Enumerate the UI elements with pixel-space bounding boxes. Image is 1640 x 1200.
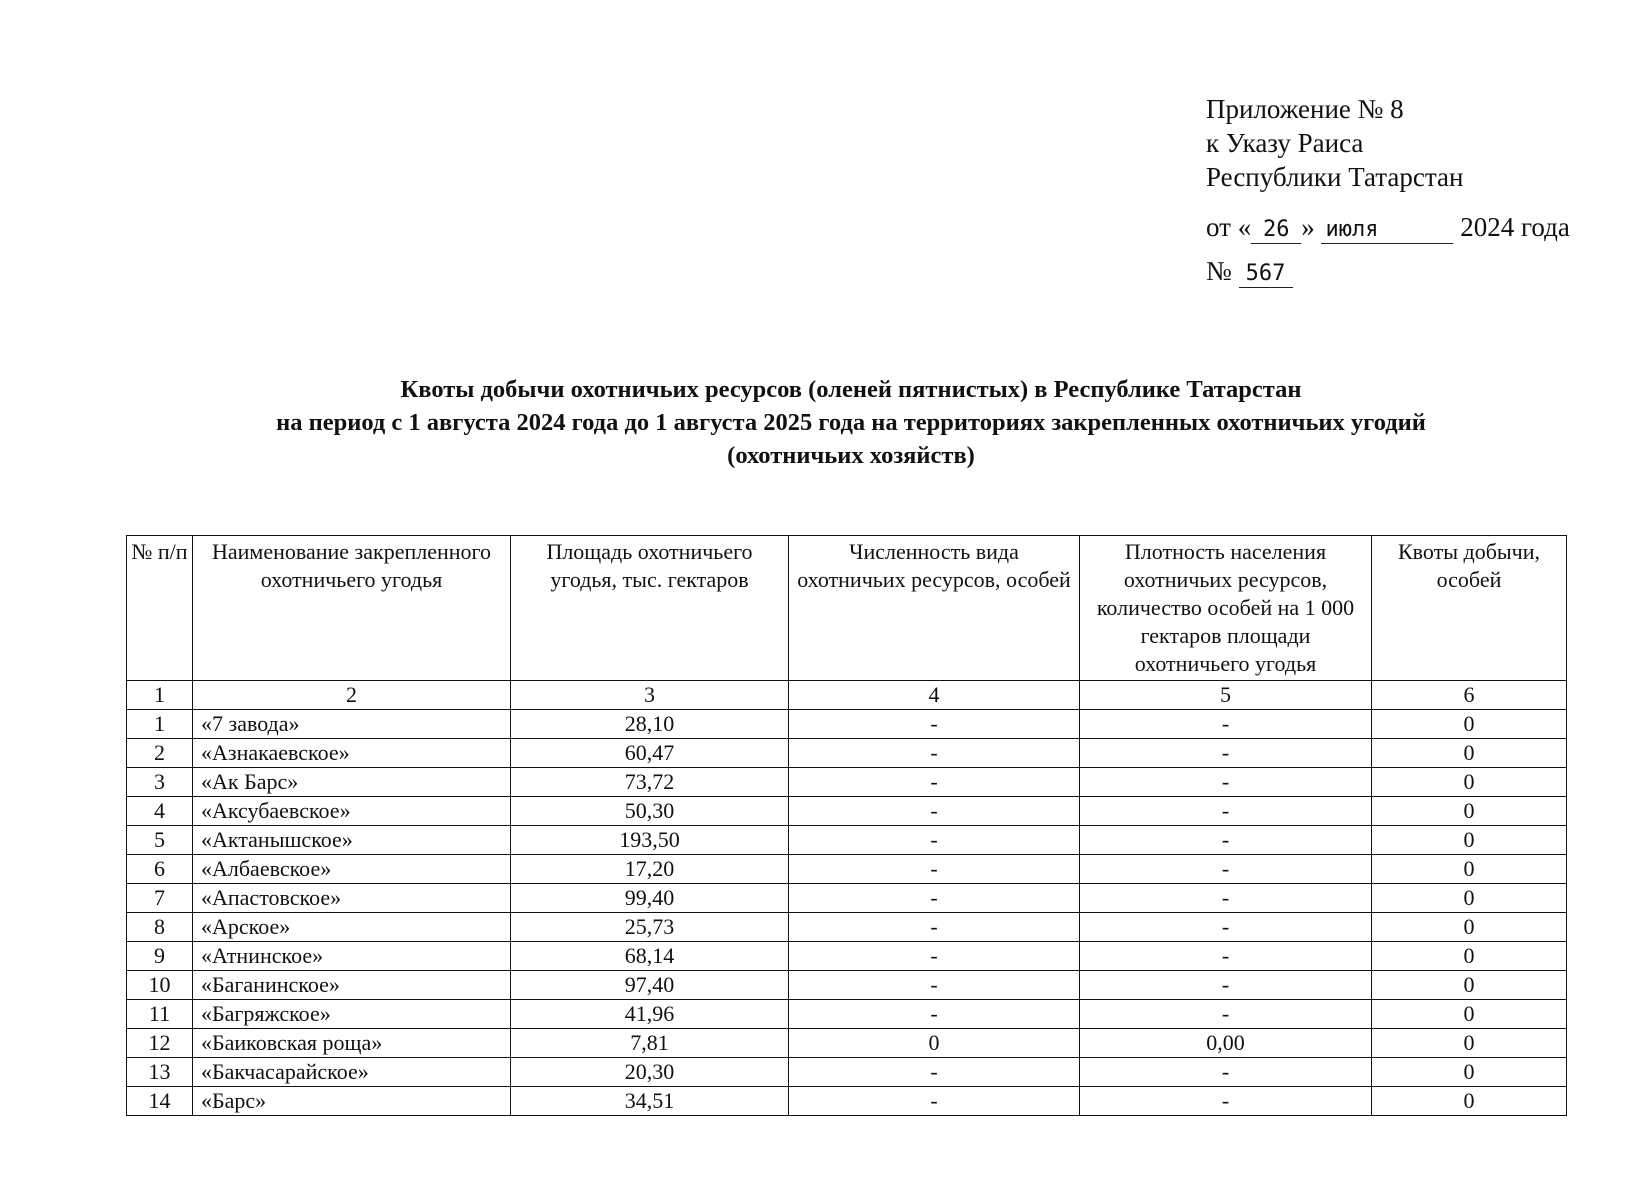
cell-area: 50,30 (511, 797, 789, 826)
cell-index: 7 (127, 884, 193, 913)
column-number: 3 (511, 681, 789, 710)
cell-count: - (789, 826, 1080, 855)
cell-index: 2 (127, 739, 193, 768)
cell-name: «Барс» (193, 1087, 511, 1116)
cell-count: - (789, 971, 1080, 1000)
cell-density: - (1080, 826, 1372, 855)
cell-quota: 0 (1372, 942, 1567, 971)
cell-quota: 0 (1372, 913, 1567, 942)
cell-density: - (1080, 739, 1372, 768)
date-mid: » (1301, 212, 1315, 242)
cell-density: - (1080, 913, 1372, 942)
table-row (127, 884, 1567, 913)
cell-area: 99,40 (511, 884, 789, 913)
cell-density: - (1080, 1058, 1372, 1087)
table-row (127, 739, 1567, 768)
date-month: июля (1321, 217, 1453, 244)
cell-density: - (1080, 942, 1372, 971)
cell-quota: 0 (1372, 971, 1567, 1000)
date-day: 26 (1251, 217, 1301, 244)
cell-density: - (1080, 797, 1372, 826)
date-year: 2024 года (1460, 212, 1570, 242)
number-prefix: № (1206, 256, 1232, 286)
cell-name: «Бакчасарайское» (193, 1058, 511, 1087)
header-index: № п/п (127, 536, 193, 681)
quota-table (126, 535, 1567, 1116)
cell-quota: 0 (1372, 797, 1567, 826)
cell-area: 68,14 (511, 942, 789, 971)
appendix-number: Приложение № 8 (1206, 94, 1404, 124)
cell-density: - (1080, 855, 1372, 884)
cell-index: 4 (127, 797, 193, 826)
cell-quota: 0 (1372, 826, 1567, 855)
cell-area: 17,20 (511, 855, 789, 884)
cell-quota: 0 (1372, 855, 1567, 884)
cell-name: «Актанышское» (193, 826, 511, 855)
cell-index: 12 (127, 1029, 193, 1058)
table-body (127, 681, 1567, 1116)
cell-index: 9 (127, 942, 193, 971)
table-row (127, 1000, 1567, 1029)
table-row (127, 797, 1567, 826)
cell-area: 97,40 (511, 971, 789, 1000)
appendix-decree-ref: к Указу Раиса (1206, 128, 1364, 158)
cell-name: «Баганинское» (193, 971, 511, 1000)
cell-name: «Арское» (193, 913, 511, 942)
cell-area: 60,47 (511, 739, 789, 768)
cell-quota: 0 (1372, 768, 1567, 797)
header-name: Наименование закрепленного охотничьего угодья (193, 536, 511, 681)
document-title (0, 373, 1640, 472)
cell-area: 34,51 (511, 1087, 789, 1116)
table-row (127, 942, 1567, 971)
cell-density: - (1080, 768, 1372, 797)
cell-area: 20,30 (511, 1058, 789, 1087)
table-row (127, 826, 1567, 855)
table-header-row (127, 536, 1567, 681)
cell-quota: 0 (1372, 1000, 1567, 1029)
column-number: 2 (193, 681, 511, 710)
cell-density: - (1080, 710, 1372, 739)
header-quota: Квоты добычи, особей (1372, 536, 1567, 681)
appendix-date (1206, 210, 1570, 244)
cell-density: - (1080, 1087, 1372, 1116)
cell-area: 41,96 (511, 1000, 789, 1029)
table-row (127, 1087, 1567, 1116)
column-number-row (127, 681, 1567, 710)
cell-density: - (1080, 971, 1372, 1000)
cell-count: 0 (789, 1029, 1080, 1058)
appendix-doc-number (1206, 254, 1570, 288)
table-row (127, 913, 1567, 942)
header-density: Плотность населения охотничьих ресурсов, количество особей на 1 000 гектаров площади охотничьего угодья (1080, 536, 1372, 681)
cell-index: 1 (127, 710, 193, 739)
table-row (127, 1029, 1567, 1058)
cell-count: - (789, 739, 1080, 768)
cell-density: - (1080, 884, 1372, 913)
table-row (127, 1058, 1567, 1087)
cell-count: - (789, 884, 1080, 913)
column-number: 1 (127, 681, 193, 710)
cell-count: - (789, 710, 1080, 739)
cell-index: 10 (127, 971, 193, 1000)
cell-name: «Азнакаевское» (193, 739, 511, 768)
table-row (127, 855, 1567, 884)
cell-index: 11 (127, 1000, 193, 1029)
cell-area: 193,50 (511, 826, 789, 855)
cell-area: 28,10 (511, 710, 789, 739)
cell-quota: 0 (1372, 710, 1567, 739)
header-count: Численность вида охотничьих ресурсов, особей (789, 536, 1080, 681)
cell-name: «Баиковская роща» (193, 1029, 511, 1058)
doc-number: 567 (1239, 261, 1293, 288)
cell-quota: 0 (1372, 1087, 1567, 1116)
cell-quota: 0 (1372, 739, 1567, 768)
cell-name: «Аксубаевское» (193, 797, 511, 826)
table-row (127, 971, 1567, 1000)
header-area: Площадь охотничьего угодья, тыс. гектаров (511, 536, 789, 681)
cell-count: - (789, 797, 1080, 826)
cell-count: - (789, 1000, 1080, 1029)
appendix-republic: Республики Татарстан (1206, 162, 1464, 192)
cell-count: - (789, 855, 1080, 884)
column-number: 4 (789, 681, 1080, 710)
cell-name: «Багряжское» (193, 1000, 511, 1029)
appendix-block (1206, 92, 1570, 288)
cell-index: 5 (127, 826, 193, 855)
cell-name: «Апастовское» (193, 884, 511, 913)
cell-name: «7 завода» (193, 710, 511, 739)
cell-density: 0,00 (1080, 1029, 1372, 1058)
column-number: 5 (1080, 681, 1372, 710)
cell-area: 25,73 (511, 913, 789, 942)
cell-count: - (789, 913, 1080, 942)
cell-density: - (1080, 1000, 1372, 1029)
cell-quota: 0 (1372, 884, 1567, 913)
cell-area: 73,72 (511, 768, 789, 797)
cell-index: 13 (127, 1058, 193, 1087)
cell-name: «Албаевское» (193, 855, 511, 884)
table-row (127, 768, 1567, 797)
cell-count: - (789, 1058, 1080, 1087)
column-number: 6 (1372, 681, 1567, 710)
title-line-1: Квоты добычи охотничьих ресурсов (оленей пятнистых) в Республике Татарстан (400, 376, 1302, 403)
cell-area: 7,81 (511, 1029, 789, 1058)
cell-index: 6 (127, 855, 193, 884)
cell-count: - (789, 942, 1080, 971)
title-line-3: (охотничьих хозяйств) (727, 442, 975, 469)
cell-quota: 0 (1372, 1029, 1567, 1058)
table-row (127, 710, 1567, 739)
cell-index: 3 (127, 768, 193, 797)
cell-count: - (789, 768, 1080, 797)
cell-quota: 0 (1372, 1058, 1567, 1087)
date-prefix: от « (1206, 212, 1252, 242)
cell-name: «Ак Барс» (193, 768, 511, 797)
cell-index: 14 (127, 1087, 193, 1116)
title-line-2: на период с 1 августа 2024 года до 1 августа 2025 года на территориях закрепленных охотничьих угодий (276, 409, 1426, 436)
cell-count: - (789, 1087, 1080, 1116)
cell-name: «Атнинское» (193, 942, 511, 971)
cell-index: 8 (127, 913, 193, 942)
